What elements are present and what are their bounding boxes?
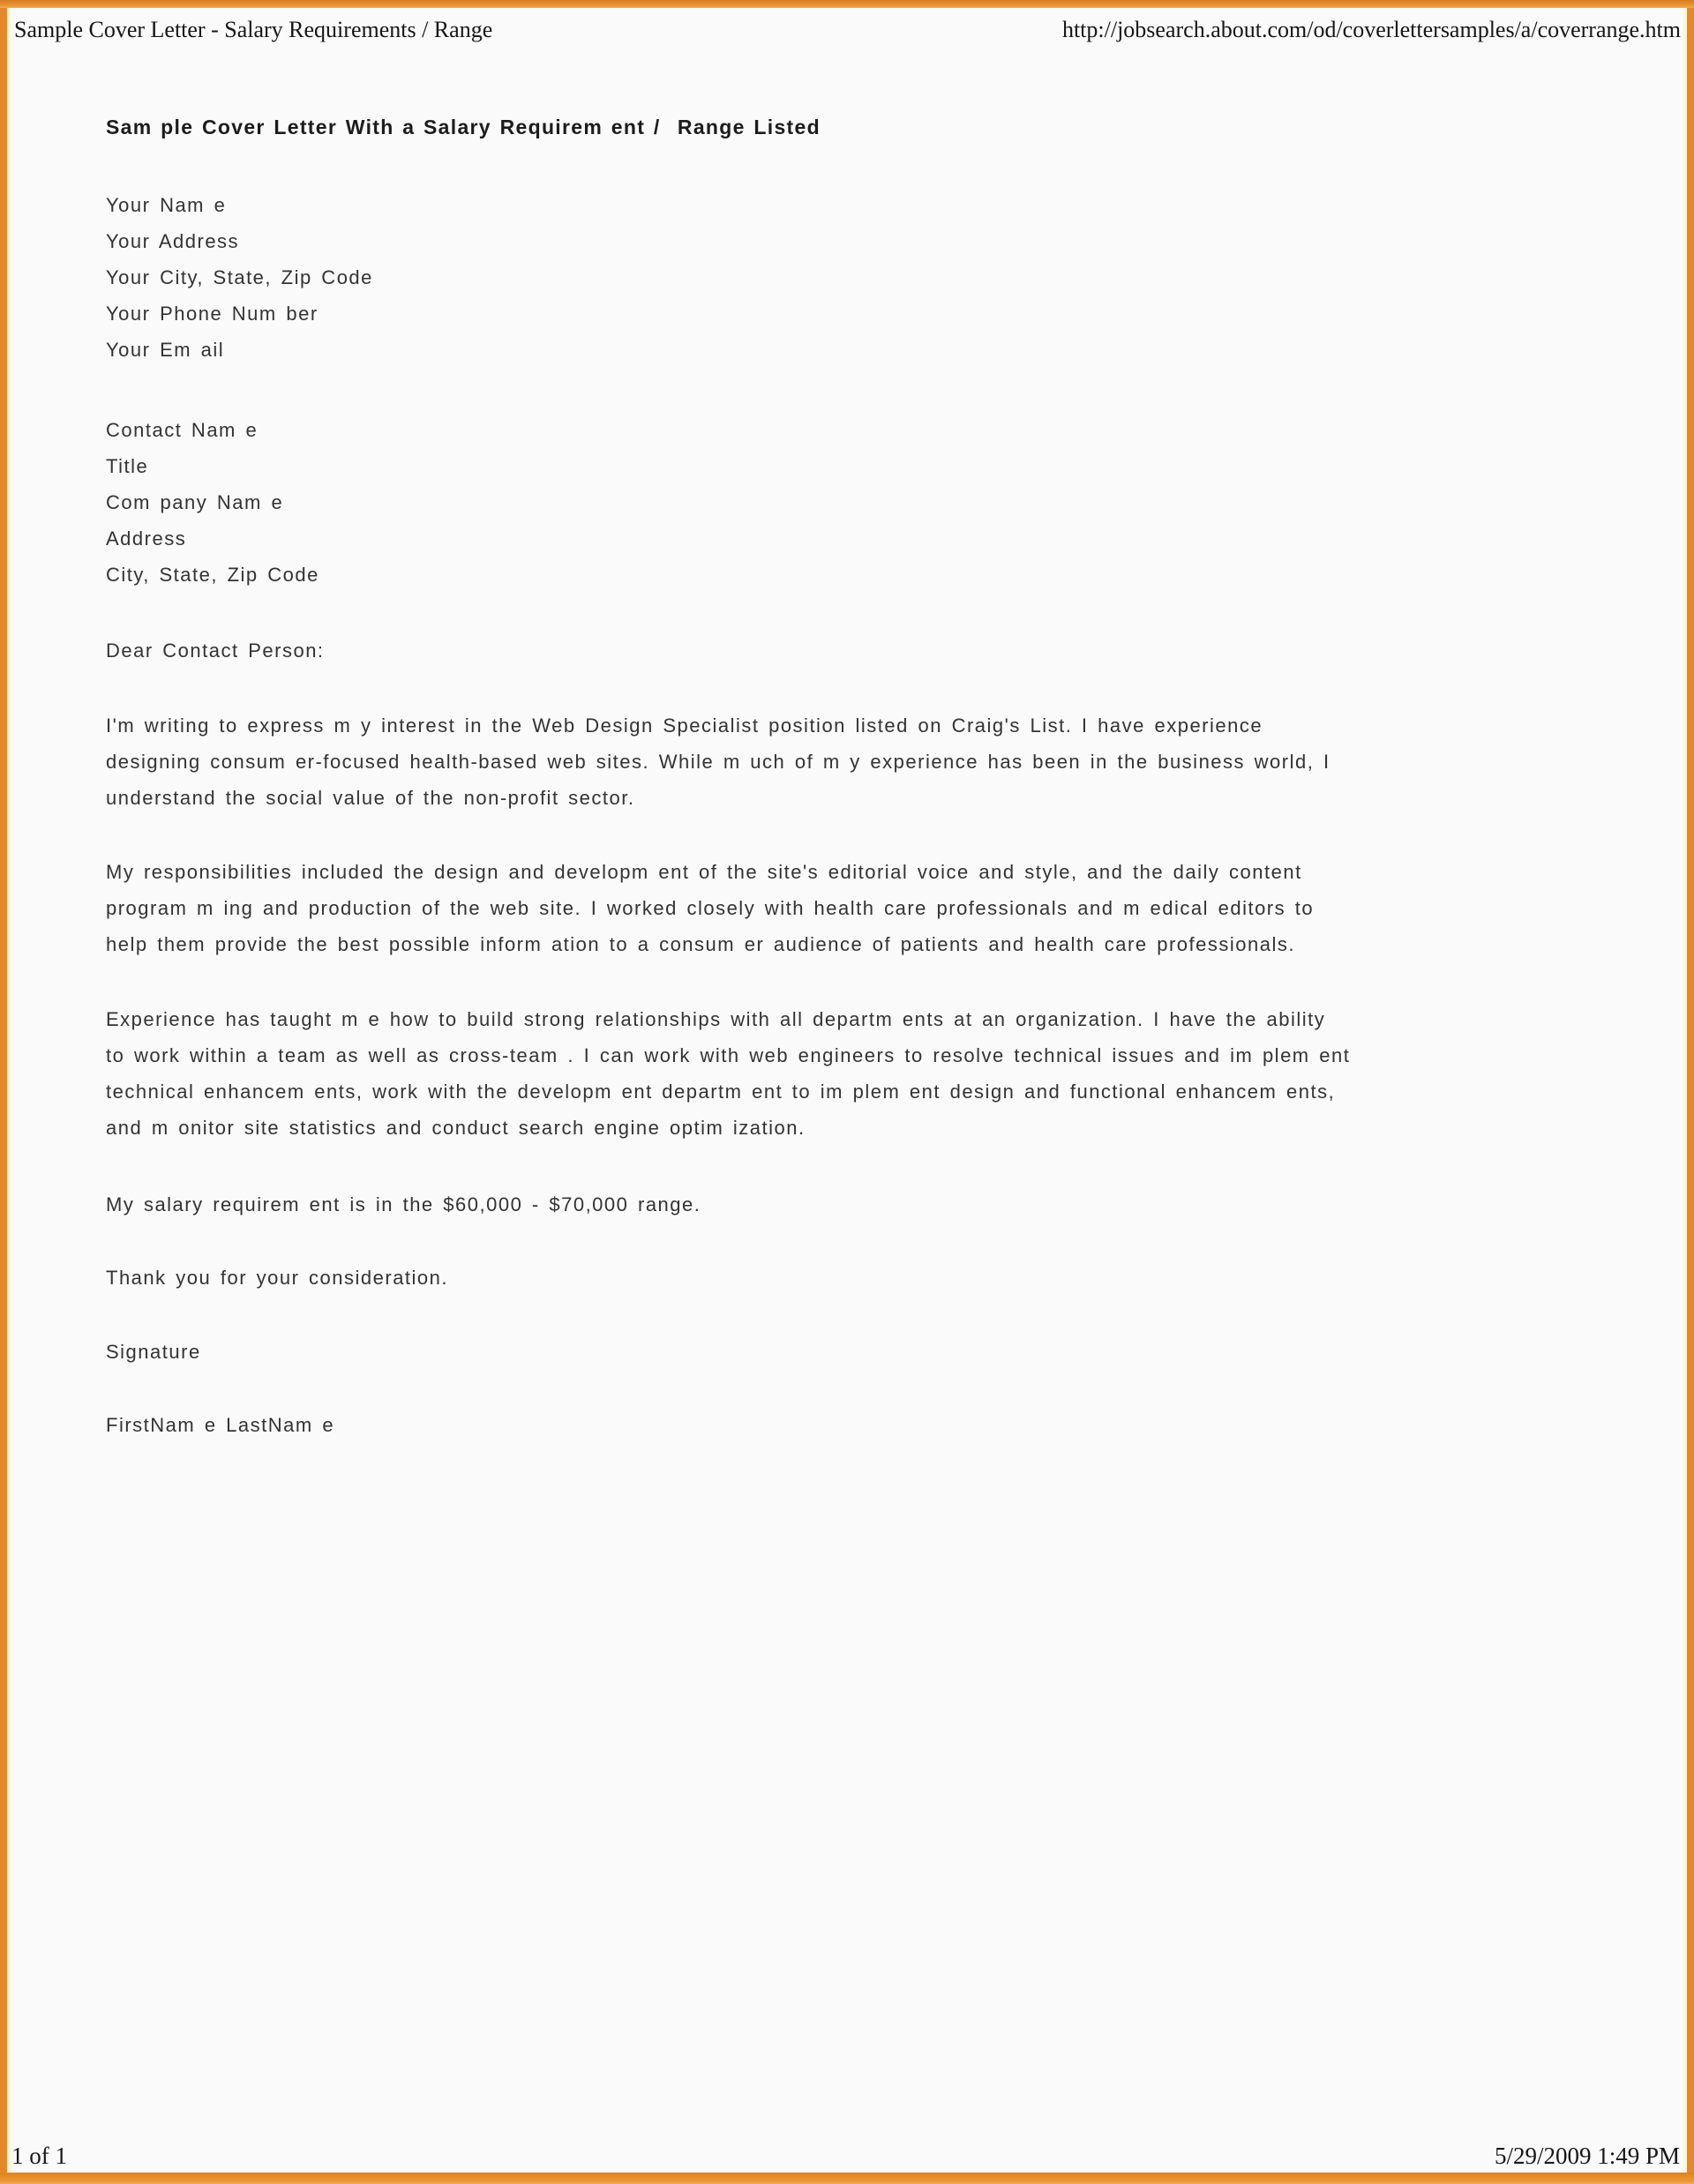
paragraph-line: I'm writing to express m y interest in the Web Design Specialist position listed on Craig's List. I have experience bbox=[106, 714, 1263, 737]
recipient-company-line: Com pany Nam e bbox=[106, 491, 284, 513]
page-border-bottom bbox=[0, 2173, 1694, 2184]
page-border-right bbox=[1683, 0, 1694, 2184]
sender-name-line: Your Nam e bbox=[106, 194, 227, 216]
paragraph-line: and m onitor site statistics and conduct search engine optim ization. bbox=[106, 1117, 806, 1139]
recipient-city-line: City, State, Zip Code bbox=[106, 564, 319, 586]
sender-address-block bbox=[106, 187, 1570, 368]
salutation bbox=[106, 632, 1570, 669]
page-border-top bbox=[0, 0, 1694, 8]
paragraph-responsibilities bbox=[106, 854, 1570, 962]
recipient-name-line: Contact Nam e bbox=[106, 419, 259, 441]
signed-name-line: FirstNam e LastNam e bbox=[106, 1414, 335, 1436]
print-timestamp: 5/29/2009 1:49 PM bbox=[1494, 2143, 1680, 2169]
paragraph-experience bbox=[106, 1001, 1570, 1146]
signature-label bbox=[106, 1334, 1570, 1370]
signature-line: Signature bbox=[106, 1341, 201, 1363]
paragraph-line: program m ing and production of the web site. I worked closely with health care professionals and m edical editors to bbox=[106, 897, 1315, 919]
letter-title: Sam ple Cover Letter With a Salary Requirem ent / Range Listed bbox=[106, 116, 821, 138]
print-header-url: http://jobsearch.about.com/od/coverlettersamples/a/coverrange.htm bbox=[1061, 17, 1681, 42]
recipient-title-line: Title bbox=[106, 455, 149, 477]
sender-email-line: Your Em ail bbox=[106, 339, 225, 361]
sender-phone-line: Your Phone Num ber bbox=[106, 303, 319, 325]
paragraph-line: help them provide the best possible inform ation to a consum er audience of patients and health care professionals. bbox=[106, 933, 1295, 955]
salary-line: My salary requirem ent is in the $60,000 - $70,000 range. bbox=[106, 1193, 701, 1215]
recipient-address-block bbox=[106, 412, 1570, 593]
closing-line: Thank you for your consideration. bbox=[106, 1267, 449, 1289]
page-number: 1 of 1 bbox=[11, 2143, 67, 2169]
closing-thanks bbox=[106, 1260, 1570, 1296]
recipient-address-line: Address bbox=[106, 527, 187, 550]
sender-address-line: Your Address bbox=[106, 230, 240, 252]
signed-name bbox=[106, 1407, 1570, 1443]
paragraph-line: Experience has taught m e how to build strong relationships with all departm ents at an organization. I have the ability bbox=[106, 1008, 1326, 1030]
print-header-title: Sample Cover Letter - Salary Requirements / Range bbox=[14, 17, 493, 42]
salutation-line: Dear Contact Person: bbox=[106, 639, 325, 662]
paragraph-line: technical enhancem ents, work with the developm ent departm ent to im plem ent design and functional enhancem ents, bbox=[106, 1081, 1336, 1103]
paragraph-line: understand the social value of the non-profit sector. bbox=[106, 787, 635, 809]
salary-statement bbox=[106, 1186, 1570, 1223]
paragraph-line: designing consum er-focused health-based web sites. While m uch of m y experience has been in the business world, I bbox=[106, 751, 1330, 773]
letter-body bbox=[0, 113, 1694, 1443]
page-border-left bbox=[0, 0, 11, 2184]
paragraph-interest bbox=[106, 707, 1570, 816]
paragraph-line: My responsibilities included the design and developm ent of the site's editorial voice and style, and the daily content bbox=[106, 861, 1302, 883]
sender-city-line: Your City, State, Zip Code bbox=[106, 266, 373, 288]
paragraph-line: to work within a team as well as cross-team . I can work with web engineers to resolve technical issues and im plem ent bbox=[106, 1044, 1351, 1066]
